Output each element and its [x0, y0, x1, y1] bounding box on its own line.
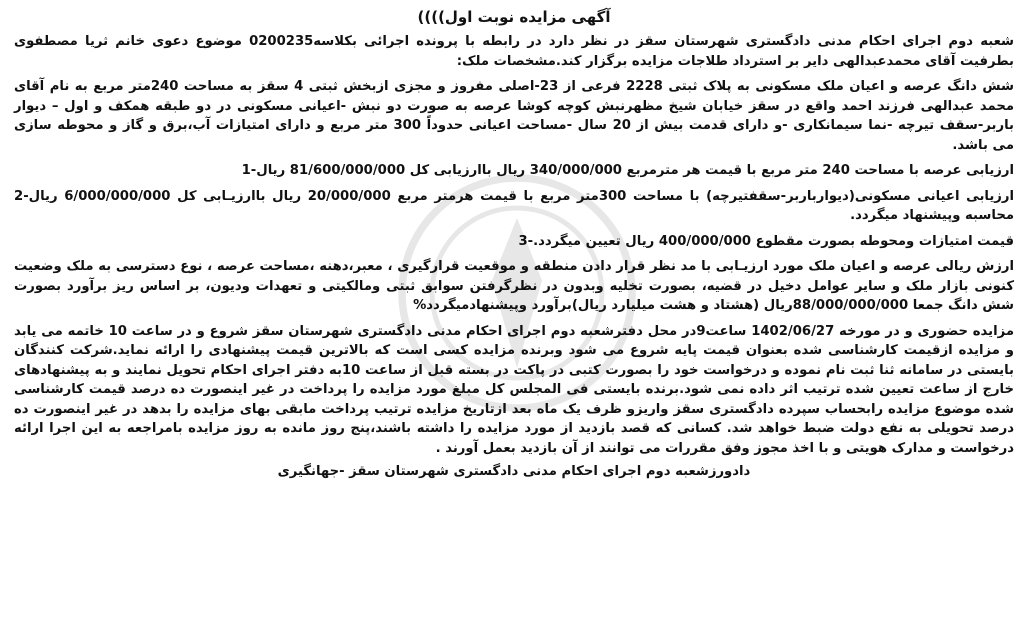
property-description: شش دانگ عرصه و اعیان ملک مسکونی به پلاک ثبتی 2228 فرعی از 23-اصلی مفروز و مجزی ازبخش ثبتی 4 سقز به مساحت 240متر مربع به نام آقای محمد عبدالهی فرزند احمد واقع در سقز خیابان شیخ مظهرنبش کوچه کوشا عرصه به صورت دو نبش -اعیانی مسکونی در دو طبقه همکف و اول – دیوار باربر-سقف تیرچه -نما سیمانکاری -و دارای قدمت بیش از 20 سال -مساحت اعیانی حدوداً 300 متر مربع و دارای امتیازات آب،برق و گاز و محوطه سازی می باشد. [14, 79, 1014, 153]
valuation-item-3: قیمت امتیازات ومحوطه بصورت مقطوع 400/000/000 ریال تعیین میگردد.-3 [518, 233, 1014, 249]
auction-terms: مزایده حضوری و در مورخه 1402/06/27 ساعت9در محل دفترشعبه دوم اجرای احکام مدنی دادگستری شهرستان سقز شروع و در ساعت 10 خاتمه می یابد و مزایده ازقیمت کارشناسی شده بعنوان قیمت پایه شروع می شود وبرنده مزایده کسی است که بالاترین قیمت پیشنهادی را ارائه نماید.شرکت کنندگان بایستی در سامانه ثنا ثبت نام نموده و درخواست خود را بصورت کتبی در پاکت در بسته قبل از ساعت 10به دفتر اجرای احکام تحویل نمایند و به پیشنهادهای خارج از ساعت تعیین شده ترتیب اثر داده نمی شود.برنده بایستی فی المجلس کل مبلغ مورد مزایده را پرداخت در غیر اینصورت ده درصد قیمت کارشناسی شده موضوع مزایده رابحساب سپرده دادگستری سقز واریزو ظرف یک ماه بعد ازتاریخ مزایده ترتیب پرداخت مابقی بهای مزایده را بدهد در غیر اینصورت ده درصد تحویلی به نفع دولت ضبط خواهد شد. کسانی که قصد بازدید از مورد مزایده را داشته باشند،پنج روز مانده به روز مزایده بامراجعه به این اجرا ارائه درخواست و مدارک هویتی و با اخذ مجوز وفق مقررات می توانند از آن بازدید بعمل آورند . [14, 323, 1015, 456]
notice-intro: شعبه دوم اجرای احکام مدنی دادگستری شهرستان سقز در نظر دارد در رابطه با پرونده اجرائی بکلاسه0200235 موضوع دعوی خانم ثریا مصطفوی بطرفیت آقای محمدعبدالهی دایر بر استرداد طلاجات مزایده برگزار کند.مشخصات ملک: [14, 34, 1014, 69]
valuation-item-1: ارزیابی عرصه با مساحت 240 متر مربع با قیمت هر مترمربع 340/000/000 ریال باارزیابی کل 81/600/000/000 ریال-1 [241, 163, 1014, 178]
notice-title: آگهی مزایده نوبت اول)))) [417, 8, 611, 26]
total-valuation: ارزش ریالی عرصه و اعیان ملک مورد ارزیـابی با مد نظر قرار دادن منطقه و موقعیت قرارگیری ، معبر،دهنه ،مساحت عرصه ، نوع دسترسی به ملک وضعیت کنونی بازار ملک و سایر عوامل دخیل در قضیه، بصورت تخلیه وبدون در نظرگرفتن سوابق ثبتی ومالکیتی و تعهدات ودیون، بر اساس ریز برآورد بصورت شش دانگ جمعا 88/000/000/000ریال (هشتاد و هشت میلیارد ریال)برآورد وپیشنهادمیگردد% [14, 259, 1014, 313]
signature-line: دادورزشعبه دوم اجرای احکام مدنی دادگستری شهرستان سقز -جهانگیری [277, 464, 751, 479]
valuation-item-2: ارزیابی اعیانی مسکونی(دیوارباربر-سقفتیرچه) با مساحت 300متر مربع با قیمت هرمتر مربع 20/000/000 ریال باارزیـابی کل 6/000/000/000 ریال-2 محاسبه وپیشنهاد میگردد. [14, 188, 1015, 223]
